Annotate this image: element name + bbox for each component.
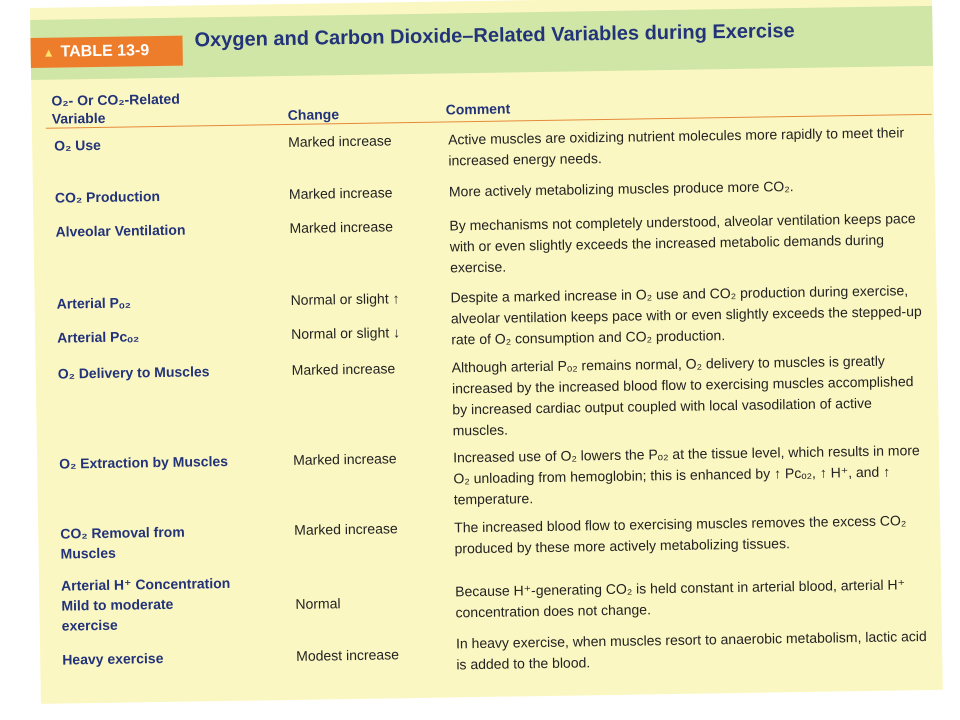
row-comment: By mechanisms not completely understood, alveolar ventilation keeps pace with or even slightly exceeds the increased metabolic demands during exercise. xyxy=(449,210,916,276)
variable-line: Mild to moderate xyxy=(61,595,174,614)
row-change: Marked increase xyxy=(288,184,393,202)
header-change: Change xyxy=(287,106,340,123)
variable-line: Alveolar Ventilation xyxy=(55,221,186,240)
row-comment: Active muscles are oxidizing nutrient molecules more rapidly to meet their increased energy needs. xyxy=(447,124,905,169)
header-comment: Comment xyxy=(445,100,511,118)
header-variable-line1: O₂- Or CO₂-Related xyxy=(51,90,180,109)
table-row xyxy=(36,350,938,439)
row-comment: Despite a marked increase in O₂ use and CO₂ production during exercise, alveolar ventilation keeps pace with or even slightly exceeds the stepped-up rate of O₂ consumption and CO₂ production. xyxy=(450,282,922,348)
table-row xyxy=(38,510,940,562)
row-change: Marked increase xyxy=(288,132,392,150)
table-body xyxy=(30,0,943,704)
table-row xyxy=(33,208,935,276)
row-variable xyxy=(59,450,289,474)
table-row xyxy=(37,440,939,508)
row-variable xyxy=(54,132,284,156)
variable-line: Heavy exercise xyxy=(62,649,164,668)
header-variable-line2: Variable xyxy=(51,109,106,127)
row-change: Marked increase xyxy=(289,218,394,236)
table-row xyxy=(33,174,935,206)
triangle-icon: ▲ xyxy=(42,45,55,60)
row-comment: More actively metabolizing muscles produce more CO₂. xyxy=(448,178,794,200)
row-change: Normal or slight ↓ xyxy=(291,324,401,342)
row-comment: Because H⁺-generating CO₂ is held constant in arterial blood, arterial H⁺ concentration does not change. xyxy=(455,576,906,621)
row-variable xyxy=(55,218,285,242)
variable-line: exercise xyxy=(61,616,118,634)
variable-line: O₂ Use xyxy=(54,136,101,154)
variable-line: O₂ Extraction by Muscles xyxy=(59,452,229,472)
table-row xyxy=(39,562,941,634)
row-change: Marked increase xyxy=(294,520,398,538)
row-variable xyxy=(58,360,288,384)
row-variable xyxy=(62,646,292,670)
table-row xyxy=(40,627,942,673)
row-variable xyxy=(61,572,292,636)
row-variable xyxy=(57,324,287,348)
row-variable xyxy=(56,290,286,314)
variable-line: O₂ Delivery to Muscles xyxy=(57,363,210,382)
variable-line: Muscles xyxy=(60,544,116,562)
row-variable xyxy=(60,520,291,564)
variable-line: Arterial Pᴄₒ₂ xyxy=(57,328,140,346)
variable-line: CO₂ Removal from xyxy=(60,523,185,542)
row-change: Marked increase xyxy=(293,450,397,468)
row-comment: Although arterial Pₒ₂ remains normal, O₂ delivery to muscles is greatly increased by the increased blood flow to exercising muscles accomplished by increased cardiac output coupled with local vasodilation of active muscles. xyxy=(451,352,914,439)
table-row xyxy=(32,122,934,169)
row-change: Normal xyxy=(295,595,341,612)
row-change: Modest increase xyxy=(296,646,400,664)
table-label-text: TABLE 13-9 xyxy=(60,42,150,61)
row-change: Marked increase xyxy=(291,360,396,378)
row-comment: In heavy exercise, when muscles resort to anaerobic metabolism, lactic acid is added to the blood. xyxy=(455,627,927,673)
variable-line: Arterial Pₒ₂ xyxy=(56,294,131,312)
table-title: Oxygen and Carbon Dioxide–Related Variables during Exercise xyxy=(194,19,795,52)
variable-line: Arterial H⁺ Concentration xyxy=(60,574,231,594)
row-comment: Increased use of O₂ lowers the Pₒ₂ at the tissue level, which results in more O₂ unloading from hemoglobin; this is enhanced by ↑ Pᴄₒ₂, ↑ H⁺, and ↑ temperature. xyxy=(452,442,920,508)
row-change: Normal or slight ↑ xyxy=(290,290,400,308)
row-variable xyxy=(55,184,285,208)
row-comment: The increased blood flow to exercising muscles removes the excess CO₂ produced by these more actively metabolizing tissues. xyxy=(454,512,907,557)
textbook-page xyxy=(30,0,943,704)
variable-line: CO₂ Production xyxy=(54,187,161,206)
